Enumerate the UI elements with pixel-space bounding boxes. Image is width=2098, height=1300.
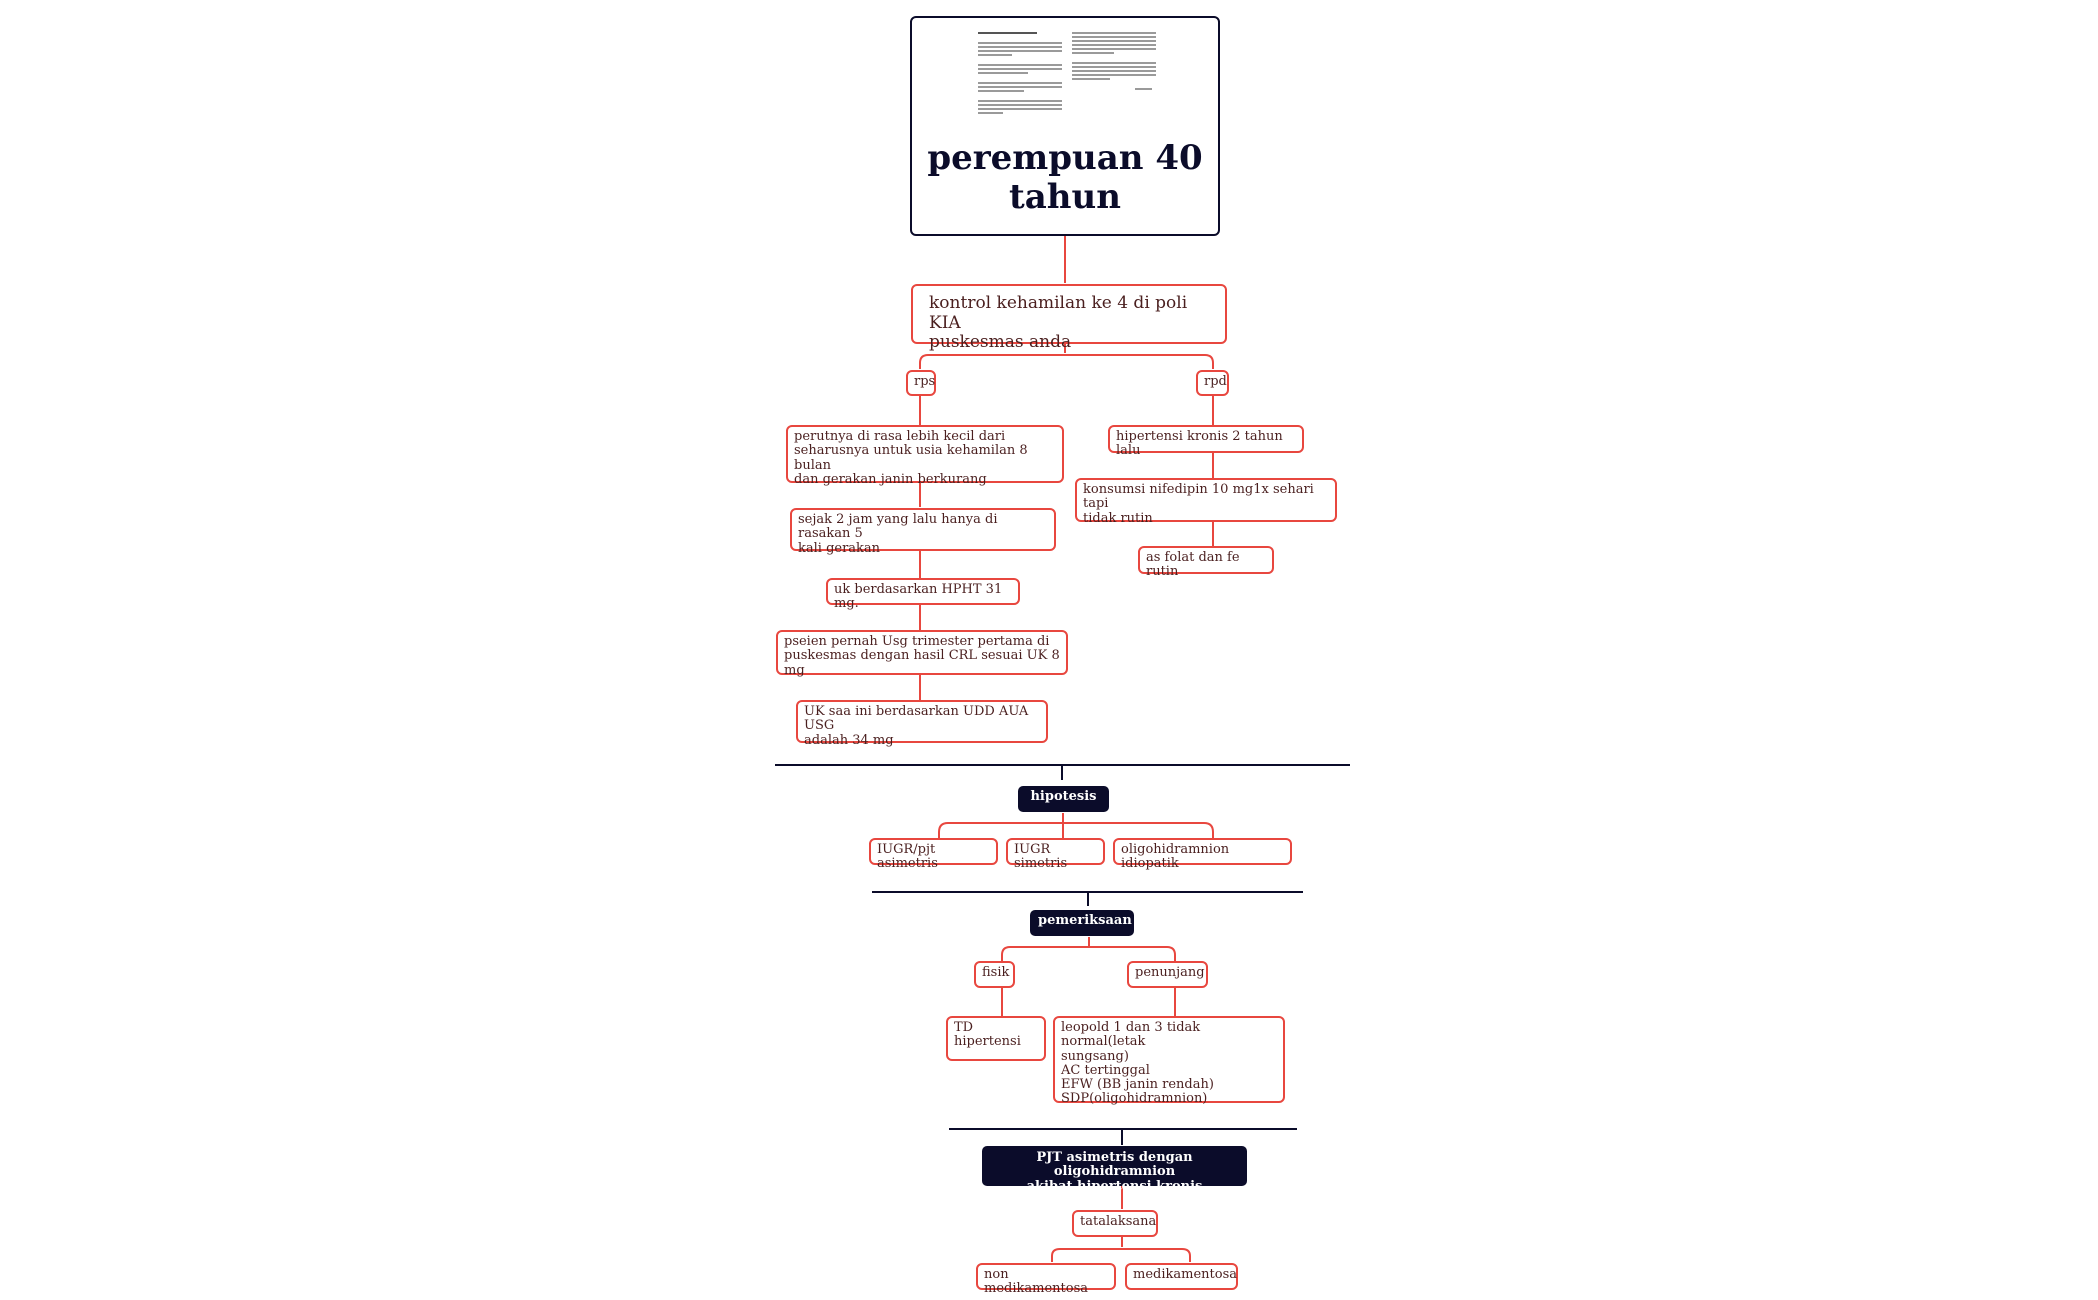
document-thumbnail xyxy=(978,32,1158,124)
link-hipotesis-children xyxy=(939,813,1213,838)
root-title: perempuan 40 tahun xyxy=(927,138,1203,218)
rpd-item-1[interactable]: hipertensi kronis 2 tahun lalu xyxy=(1108,425,1304,453)
rpd-item-3[interactable]: as folat dan fe rutin xyxy=(1138,546,1274,574)
rps-item-2[interactable]: sejak 2 jam yang lalu hanya di rasakan 5 kali gerakan xyxy=(790,508,1056,551)
separator-pemeriksaan xyxy=(872,892,1303,906)
fisik-item[interactable]: TD hipertensi xyxy=(946,1016,1046,1061)
fisik-node[interactable]: fisik xyxy=(974,961,1015,988)
rps-item-3[interactable]: uk berdasarkan HPHT 31 mg. xyxy=(826,578,1020,605)
tatalaksana-item-2[interactable]: medikamentosa xyxy=(1125,1263,1238,1290)
separator-hipotesis xyxy=(775,765,1350,780)
rps-item-5[interactable]: UK saa ini berdasarkan UDD AUA USG adalah 34 mg xyxy=(796,700,1048,743)
separator-diagnosis xyxy=(949,1129,1297,1145)
pemeriksaan-node[interactable]: pemeriksaan xyxy=(1030,910,1134,936)
tatalaksana-item-1[interactable]: non medikamentosa xyxy=(976,1263,1116,1290)
penunjang-item[interactable]: leopold 1 dan 3 tidak normal(letak sungsang) AC tertinggal EFW (BB janin rendah) SDP(oligohidramnion) xyxy=(1053,1016,1285,1103)
hipotesis-item-1[interactable]: IUGR/pjt asimetris xyxy=(869,838,998,865)
link-split-rps-rpd xyxy=(920,355,1213,369)
rps-item-1[interactable]: perutnya di rasa lebih kecil dari seharusnya untuk usia kehamilan 8 bulan dan gerakan janin berkurang xyxy=(786,425,1064,483)
rps-item-4[interactable]: pseien pernah Usg trimester pertama di puskesmas dengan hasil CRL sesuai UK 8 mg xyxy=(776,630,1068,675)
root-topic-card[interactable] xyxy=(910,16,1220,236)
rpd-item-2[interactable]: konsumsi nifedipin 10 mg1x sehari tapi tidak rutin xyxy=(1075,478,1337,522)
link-pemeriksaan-children xyxy=(1002,937,1175,961)
hipotesis-node[interactable]: hipotesis xyxy=(1018,786,1109,812)
hipotesis-item-2[interactable]: IUGR simetris xyxy=(1006,838,1105,865)
tatalaksana-node[interactable]: tatalaksana xyxy=(1072,1210,1158,1237)
main-topic[interactable]: kontrol kehamilan ke 4 di poli KIA puskesmas anda xyxy=(911,284,1227,344)
rpd-node[interactable]: rpd xyxy=(1196,370,1229,396)
diagnosis-node[interactable]: PJT asimetris dengan oligohidramnion akibat hipertensi kronis xyxy=(982,1146,1247,1186)
hipotesis-item-3[interactable]: oligohidramnion idiopatik xyxy=(1113,838,1292,865)
rps-node[interactable]: rps xyxy=(906,370,936,396)
penunjang-node[interactable]: penunjang xyxy=(1127,961,1208,988)
link-tatalaksana-children xyxy=(1052,1237,1190,1262)
